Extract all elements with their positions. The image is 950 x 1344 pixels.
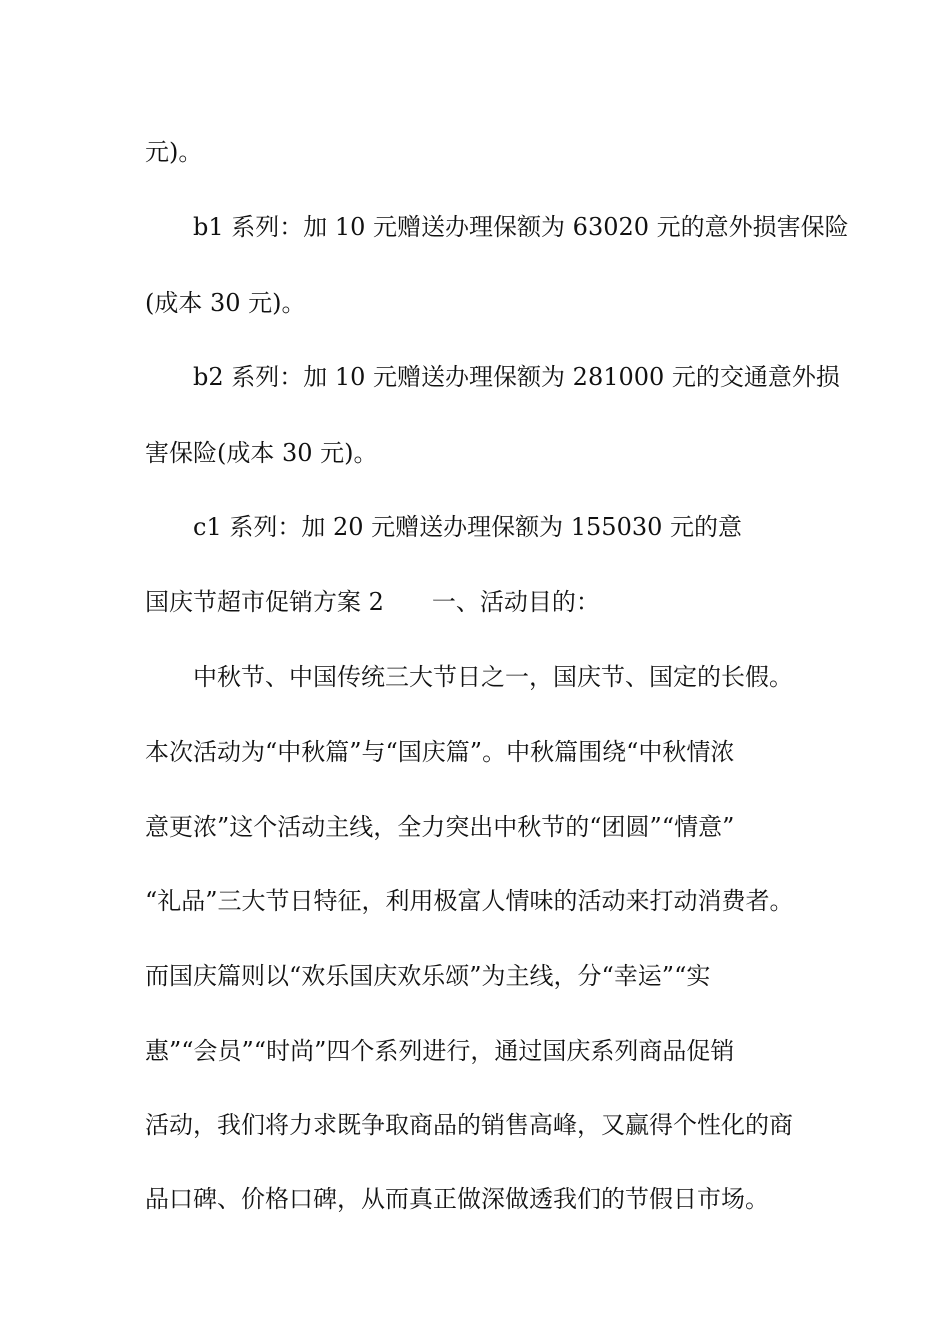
paragraph-line: “礼品”三大节日特征，利用极富人情味的活动来打动消费者。 xyxy=(145,887,794,915)
paragraph-line: 本次活动为“中秋篇”与“国庆篇”。中秋篇围绕“中秋情浓 xyxy=(145,738,735,766)
text-line: b1 系列：加 10 元赠送办理保额为 63020 元的意外损害保险 xyxy=(193,213,849,241)
paragraph-line: 品口碑、价格口碑，从而真正做深做透我们的节假日市场。 xyxy=(145,1185,769,1213)
text-line: (成本 30 元)。 xyxy=(145,289,306,317)
paragraph-line: 活动，我们将力求既争取商品的销售高峰，又赢得个性化的商 xyxy=(145,1111,793,1139)
document-title: 国庆节超市促销方案 2 xyxy=(145,588,384,616)
section-heading xyxy=(145,585,845,619)
paragraph-line: 中秋节、中国传统三大节日之一，国庆节、国定的长假。 xyxy=(193,663,793,691)
text-line: b2 系列：加 10 元赠送办理保额为 281000 元的交通意外损 xyxy=(193,363,840,391)
paragraph-line: 惠”“会员”“时尚”四个系列进行，通过国庆系列商品促销 xyxy=(145,1037,735,1065)
text-line: 害保险(成本 30 元)。 xyxy=(145,439,378,467)
text-line: c1 系列：加 20 元赠送办理保额为 155030 元的意 xyxy=(193,513,743,541)
paragraph-line: 而国庆篇则以“欢乐国庆欢乐颂”为主线，分“幸运”“实 xyxy=(145,962,711,990)
text-line: 元)。 xyxy=(145,138,203,166)
paragraph-line: 意更浓”这个活动主线，全力突出中秋节的“团圆”“情意” xyxy=(145,813,735,841)
section-title: 一、活动目的： xyxy=(431,588,600,616)
